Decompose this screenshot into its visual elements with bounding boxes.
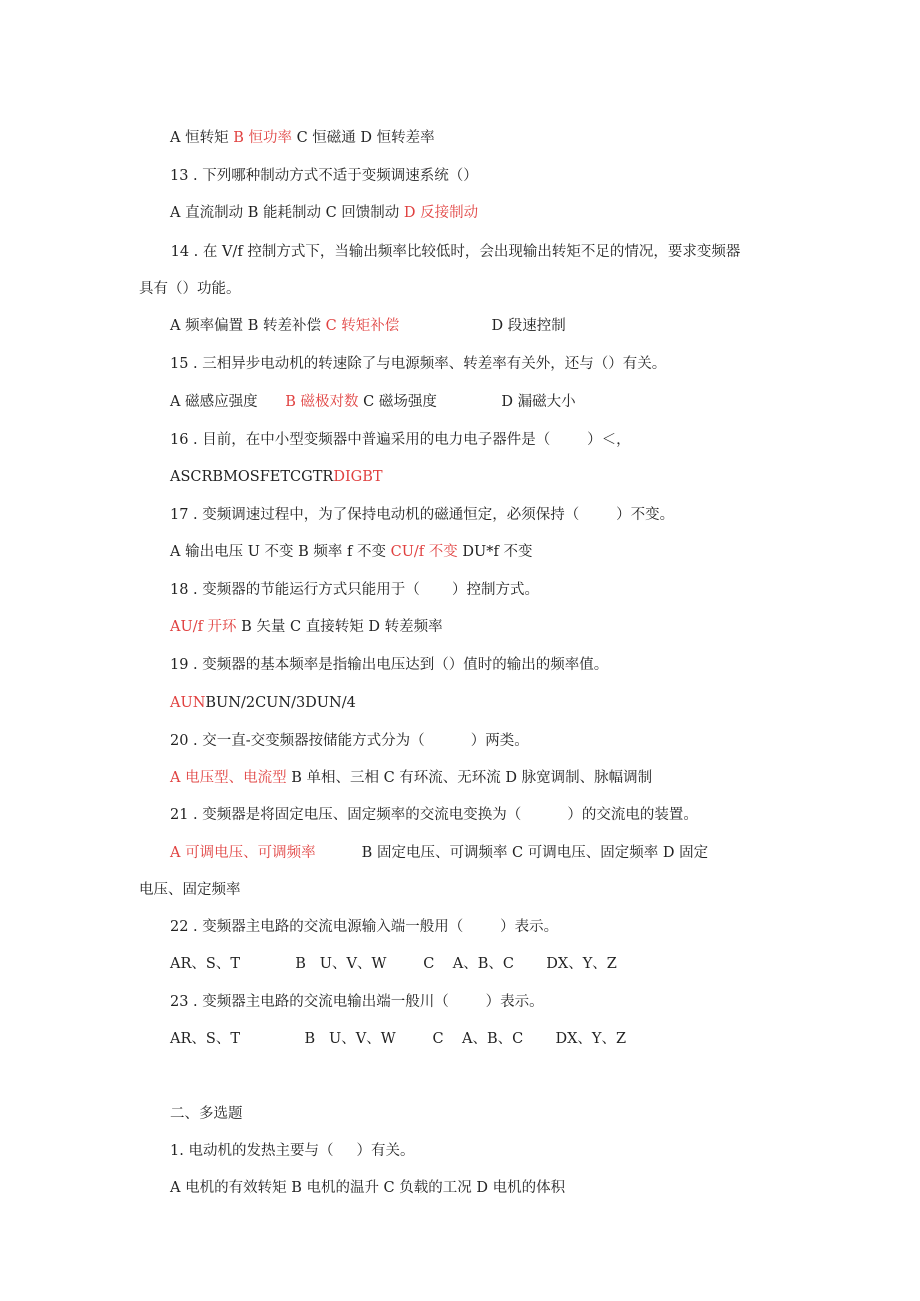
text-segment: B 单相、三相 C 有环流、无环流 D 脉宽调制、脉幅调制 — [286, 770, 653, 786]
mc1-question — [170, 1141, 415, 1161]
text-segment: 1. 电动机的发热主要与（ ）有关。 — [170, 1143, 415, 1159]
text-segment: A 电机的有效转矩 B 电机的温升 C 负载的工况 D 电机的体积 — [170, 1180, 566, 1196]
text-segment: BUN/2CUN/3DUN/4 — [205, 695, 356, 711]
text-segment: DU*f 不变 — [457, 544, 533, 560]
answer-highlight: B 磁极对数 — [285, 394, 359, 410]
text-segment: D 段速控制 — [399, 318, 566, 334]
q17-question — [170, 505, 674, 525]
q20-options — [170, 768, 652, 788]
text-segment: 21 . 变频器是将固定电压、固定频率的交流电变换为（ ）的交流电的装置。 — [170, 807, 698, 823]
text-segment: A 频率偏置 B 转差补偿 — [170, 318, 326, 334]
answer-highlight: AUN — [170, 695, 206, 711]
q19-question — [170, 655, 608, 675]
text-segment: B 矢量 C 直接转矩 D 转差频率 — [236, 619, 443, 635]
q21-question — [170, 805, 698, 825]
text-segment: AR、S、T B U、V、W C A、B、C DX、Y、Z — [170, 956, 617, 972]
text-segment: A 输出电压 U 不变 B 频率 f 不变 — [170, 544, 391, 560]
text-segment: 22 . 变频器主电路的交流电源输入端一般用（ ）表示。 — [170, 919, 559, 935]
answer-highlight: AU/f 开环 — [170, 619, 237, 635]
q12-options — [170, 128, 435, 148]
text-segment: 二、多选题 — [170, 1106, 243, 1122]
answer-highlight: CU/f 不变 — [390, 544, 458, 560]
text-segment: C 恒磁通 D 恒转差率 — [291, 130, 435, 146]
q14-options — [170, 316, 566, 336]
text-segment: 具有（）功能。 — [139, 281, 241, 297]
text-segment: A 磁感应强度 — [170, 394, 286, 410]
text-segment: C 磁场强度 D 漏磁大小 — [358, 394, 576, 410]
q18-options — [170, 617, 443, 637]
text-segment: 13 . 下列哪种制动方式不适于变频调速系统（） — [170, 168, 478, 184]
q23-question — [170, 992, 544, 1012]
answer-highlight: D 反接制动 — [403, 205, 479, 221]
text-segment: 17 . 变频调速过程中，为了保持电动机的磁通恒定，必须保持（ ）不变。 — [170, 507, 675, 523]
mc1-options — [170, 1178, 565, 1198]
section-heading-multiple-choice — [170, 1104, 243, 1124]
q16-options — [170, 467, 383, 487]
text-segment: AR、S、T B U、V、W C A、B、C DX、Y、Z — [170, 1031, 627, 1047]
q15-options — [170, 392, 576, 412]
text-segment: 23 . 变频器主电路的交流电输出端一般川（ ）表示。 — [170, 994, 544, 1010]
text-segment: B 固定电压、可调频率 C 可调电压、固定频率 D 固定 — [315, 845, 709, 861]
q19-options — [170, 693, 356, 713]
q22-question — [170, 917, 558, 937]
answer-highlight: C 转矩补偿 — [325, 318, 400, 334]
text-segment: 18 . 变频器的节能运行方式只能用于（ ）控制方式。 — [170, 582, 540, 598]
q20-question — [170, 731, 529, 751]
q21-options-cont — [139, 880, 241, 900]
q15-question — [170, 354, 666, 374]
q13-question — [170, 166, 478, 186]
text-segment: 16 . 目前，在中小型变频器中普遍采用的电力电子器件是（ ）＜， — [170, 432, 631, 448]
answer-highlight: A 电压型、电流型 — [170, 770, 287, 786]
text-segment: A 直流制动 B 能耗制动 C 回馈制动 — [170, 205, 404, 221]
q14-question — [166, 242, 740, 262]
answer-highlight: A 可调电压、可调频率 — [170, 845, 316, 861]
text-segment: 19 . 变频器的基本频率是指输出电压达到（）值时的输出的频率值。 — [170, 657, 609, 673]
text-segment: ASCRBMOSFETCGTR — [170, 469, 334, 485]
q14-question-cont — [139, 279, 241, 299]
q23-options — [170, 1029, 626, 1049]
q21-options — [170, 843, 708, 863]
q17-options — [170, 542, 532, 562]
text-segment: 14 . 在 V/f 控制方式下，当输出频率比较低时，会出现输出转矩不足的情况，要求变频器 — [166, 244, 741, 260]
q13-options — [170, 203, 478, 223]
text-segment: A 恒转矩 — [170, 130, 234, 146]
text-segment: 电压、固定频率 — [139, 882, 241, 898]
q18-question — [170, 580, 539, 600]
text-segment: 20 . 交一直-交变频器按储能方式分为（ ）两类。 — [170, 733, 529, 749]
q22-options — [170, 954, 617, 974]
answer-highlight: B 恒功率 — [233, 130, 292, 146]
text-segment: 15 . 三相异步电动机的转速除了与电源频率、转差率有关外，还与（）有关。 — [170, 356, 667, 372]
answer-highlight: DIGBT — [333, 469, 383, 485]
q16-question — [170, 430, 631, 450]
